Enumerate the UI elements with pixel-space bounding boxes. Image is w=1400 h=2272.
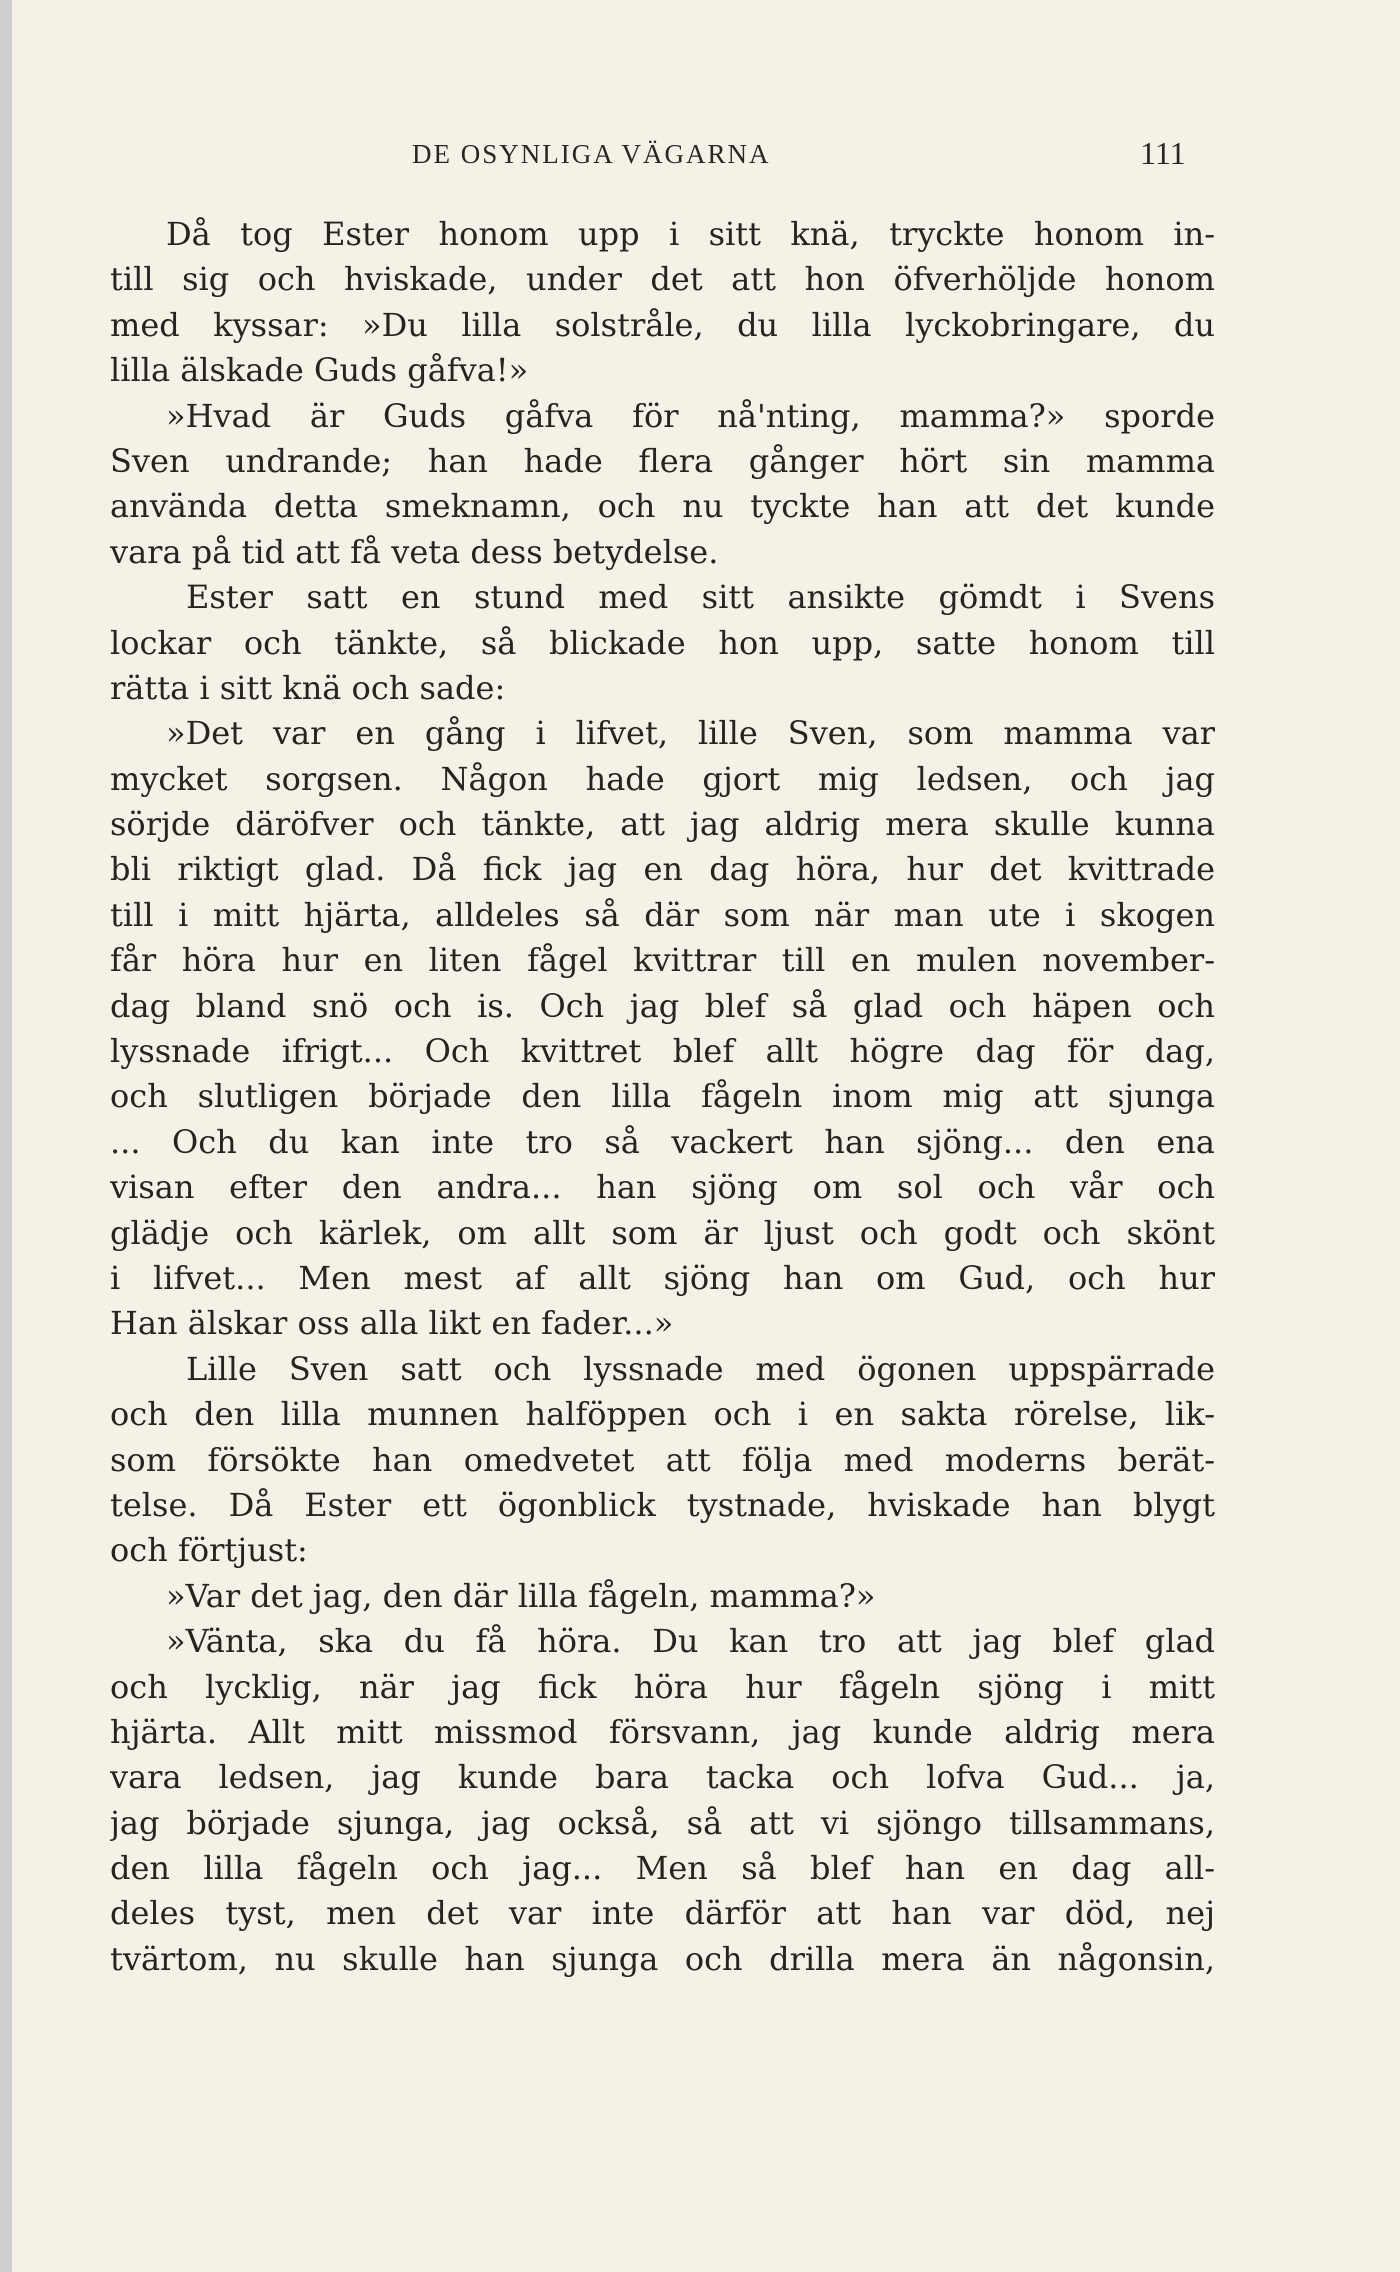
text-line: hjärta. Allt mitt missmod försvann, jag kunde aldrig mera (110, 1712, 1215, 1751)
text-line: och lycklig, när jag fick höra hur fågeln sjöng i mitt (110, 1667, 1215, 1706)
text-line: Lille Sven satt och lyssnade med ögonen uppspärrade (186, 1349, 1215, 1388)
text-line: »Hvad är Guds gåfva för nå'nting, mamma?» sporde (166, 396, 1215, 435)
page-header (12, 135, 1400, 179)
text-line: mycket sorgsen. Någon hade gjort mig ledsen, och jag (110, 759, 1215, 798)
text-line: sörjde däröfver och tänkte, att jag aldrig mera skulle kunna (110, 805, 1215, 844)
text-line: Ester satt en stund med sitt ansikte gömdt i Svens (186, 578, 1215, 617)
text-line: glädje och kärlek, om allt som är ljust och godt och skönt (110, 1213, 1215, 1252)
running-title: DE OSYNLIGA VÄGARNA (412, 139, 771, 169)
text-line: tvärtom, nu skulle han sjunga och drilla mera än någonsin, (110, 1939, 1215, 1978)
text-line: »Vänta, ska du få höra. Du kan tro att jag blef glad (166, 1622, 1215, 1661)
text-line: bli riktigt glad. Då fick jag en dag höra, hur det kvittrade (110, 850, 1215, 889)
text-line: Då tog Ester honom upp i sitt knä, tryckte honom in- (166, 215, 1215, 253)
text-line: lockar och tänkte, så blickade hon upp, satte honom till (110, 623, 1215, 662)
book-edge (0, 0, 12, 2272)
text-line: vara ledsen, jag kunde bara tacka och lofva Gud... ja, (110, 1758, 1215, 1797)
text-line: får höra hur en liten fågel kvittrar till en mulen november- (110, 941, 1215, 980)
text-line: »Var det jag, den där lilla fågeln, mamma?» (166, 1576, 876, 1615)
text-line: använda detta smeknamn, och nu tyckte han att det kunde (110, 487, 1215, 526)
text-line: visan efter den andra... han sjöng om sol och vår och (110, 1168, 1215, 1207)
text-line: i lifvet... Men mest af allt sjöng han om Gud, och hur (110, 1258, 1215, 1297)
text-line: den lilla fågeln och jag... Men så blef han en dag all- (110, 1849, 1215, 1888)
text-line: lyssnade ifrigt... Och kvittret blef allt högre dag för dag, (110, 1032, 1215, 1071)
text-line: och slutligen började den lilla fågeln inom mig att sjunga (110, 1077, 1215, 1116)
text-line: och den lilla munnen halföppen och i en sakta rörelse, lik- (110, 1395, 1215, 1434)
text-line: till sig och hviskade, under det att hon öfverhöljde honom (110, 260, 1215, 299)
text-line: deles tyst, men det var inte därför att han var död, nej (110, 1894, 1215, 1933)
text-line: och förtjust: (110, 1531, 308, 1570)
text-line: lilla älskade Guds gåfva!» (110, 351, 529, 390)
text-line: med kyssar: »Du lilla solstråle, du lilla lyckobringare, du (110, 305, 1215, 344)
text-line: Sven undrande; han hade flera gånger hört sin mamma (110, 441, 1215, 480)
text-line: som försökte han omedvetet att följa med moderns berät- (110, 1440, 1215, 1479)
text-line: dag bland snö och is. Och jag blef så glad och häpen och (110, 986, 1215, 1025)
book-page (12, 0, 1400, 2272)
text-line: rätta i sitt knä och sade: (110, 668, 506, 707)
text-line: jag började sjunga, jag också, så att vi sjöngo tillsammans, (110, 1803, 1215, 1842)
text-line: vara på tid att få veta dess betydelse. (110, 532, 719, 571)
text-line: Han älskar oss alla likt en fader...» (110, 1304, 674, 1343)
text-line: »Det var en gång i lifvet, lille Sven, som mamma var (166, 714, 1215, 753)
text-line: ... Och du kan inte tro så vackert han sjöng... den ena (110, 1122, 1215, 1161)
body-text (110, 212, 1215, 1982)
text-line: telse. Då Ester ett ögonblick tystnade, hviskade han blygt (110, 1485, 1215, 1524)
page-number: 111 (1140, 135, 1186, 171)
text-line: till i mitt hjärta, alldeles så där som när man ute i skogen (110, 895, 1215, 934)
